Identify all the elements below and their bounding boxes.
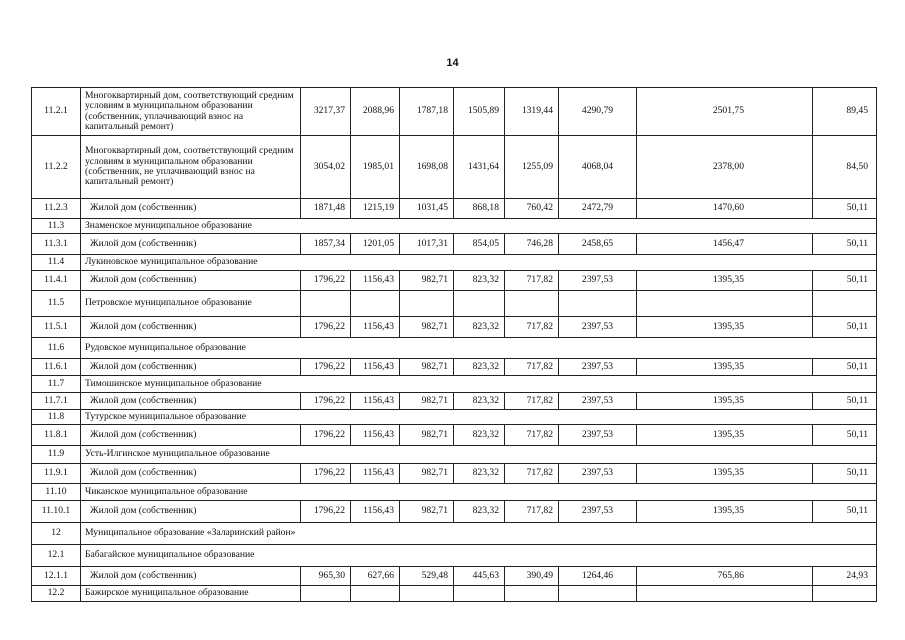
row-code: 11.8 xyxy=(32,410,81,425)
value-cell: 982,71 xyxy=(400,501,454,523)
value-cell: 2397,53 xyxy=(559,393,637,410)
value-cell: 3054,02 xyxy=(301,136,351,199)
empty-cell xyxy=(351,291,400,317)
section-row xyxy=(32,484,877,501)
row-code: 11.2.3 xyxy=(32,199,81,219)
value-cell: 982,71 xyxy=(400,464,454,484)
row-name: Жилой дом (собственник) xyxy=(81,464,301,484)
empty-cell xyxy=(559,586,637,602)
value-cell: 84,50 xyxy=(813,136,877,199)
value-cell: 982,71 xyxy=(400,359,454,376)
section-name: Знаменское муниципальное образование xyxy=(81,219,301,234)
section-name: Бажирское муниципальное образование xyxy=(81,586,301,602)
section-filler xyxy=(301,376,877,393)
table-row xyxy=(32,393,877,410)
value-cell: 50,11 xyxy=(813,359,877,376)
section-row xyxy=(32,376,877,393)
empty-cell xyxy=(454,586,505,602)
value-cell: 1857,34 xyxy=(301,234,351,255)
table-row xyxy=(32,567,877,586)
row-code: 11.2.1 xyxy=(32,88,81,136)
section-filler xyxy=(301,484,877,501)
value-cell: 50,11 xyxy=(813,425,877,446)
section-row xyxy=(32,338,877,359)
value-cell: 2397,53 xyxy=(559,425,637,446)
value-cell: 2458,65 xyxy=(559,234,637,255)
value-cell: 1796,22 xyxy=(301,425,351,446)
value-cell: 717,82 xyxy=(505,501,559,523)
value-cell: 50,11 xyxy=(813,271,877,291)
value-cell: 717,82 xyxy=(505,359,559,376)
value-cell: 529,48 xyxy=(400,567,454,586)
value-cell: 760,42 xyxy=(505,199,559,219)
value-cell: 1456,47 xyxy=(637,234,813,255)
empty-cell xyxy=(637,291,813,317)
value-cell: 1395,35 xyxy=(637,501,813,523)
value-cell: 1156,43 xyxy=(351,425,400,446)
row-code: 11.9.1 xyxy=(32,464,81,484)
value-cell: 717,82 xyxy=(505,464,559,484)
value-cell: 823,32 xyxy=(454,271,505,291)
value-cell: 982,71 xyxy=(400,317,454,338)
value-cell: 2501,75 xyxy=(637,88,813,136)
empty-cell xyxy=(813,291,877,317)
value-cell: 1796,22 xyxy=(301,464,351,484)
value-cell: 4290,79 xyxy=(559,88,637,136)
value-cell: 1796,22 xyxy=(301,393,351,410)
table-row xyxy=(32,317,877,338)
section-row xyxy=(32,219,877,234)
value-cell: 2397,53 xyxy=(559,271,637,291)
value-cell: 1796,22 xyxy=(301,359,351,376)
value-cell: 1470,60 xyxy=(637,199,813,219)
section-filler xyxy=(301,545,877,567)
section-name: Лукиновское муниципальное образование xyxy=(81,255,301,271)
table-row xyxy=(32,199,877,219)
section-name: Рудовское муниципальное образование xyxy=(81,338,301,359)
table-row xyxy=(32,271,877,291)
value-cell: 1017,31 xyxy=(400,234,454,255)
row-code: 12 xyxy=(32,523,81,545)
value-cell: 50,11 xyxy=(813,234,877,255)
empty-cell xyxy=(400,291,454,317)
value-cell: 1156,43 xyxy=(351,359,400,376)
row-code: 12.2 xyxy=(32,586,81,602)
value-cell: 746,28 xyxy=(505,234,559,255)
row-code: 11.4.1 xyxy=(32,271,81,291)
empty-cell xyxy=(813,586,877,602)
value-cell: 1698,08 xyxy=(400,136,454,199)
table-row xyxy=(32,136,877,199)
row-code: 11.10.1 xyxy=(32,501,81,523)
value-cell: 1395,35 xyxy=(637,359,813,376)
value-cell: 1031,45 xyxy=(400,199,454,219)
section-name: Петровское муниципальное образование xyxy=(81,291,301,317)
row-name: Жилой дом (собственник) xyxy=(81,199,301,219)
value-cell: 1201,05 xyxy=(351,234,400,255)
table-row xyxy=(32,425,877,446)
value-cell: 717,82 xyxy=(505,393,559,410)
value-cell: 1431,64 xyxy=(454,136,505,199)
row-code: 11.8.1 xyxy=(32,425,81,446)
value-cell: 50,11 xyxy=(813,393,877,410)
value-cell: 1395,35 xyxy=(637,464,813,484)
row-code: 11.7 xyxy=(32,376,81,393)
row-name: Жилой дом (собственник) xyxy=(81,271,301,291)
empty-cell xyxy=(400,586,454,602)
value-cell: 854,05 xyxy=(454,234,505,255)
value-cell: 1796,22 xyxy=(301,271,351,291)
value-cell: 823,32 xyxy=(454,464,505,484)
section-row xyxy=(32,586,877,602)
empty-cell xyxy=(505,291,559,317)
value-cell: 4068,04 xyxy=(559,136,637,199)
value-cell: 965,30 xyxy=(301,567,351,586)
value-cell: 24,93 xyxy=(813,567,877,586)
value-cell: 50,11 xyxy=(813,464,877,484)
empty-cell xyxy=(559,291,637,317)
value-cell: 823,32 xyxy=(454,393,505,410)
row-code: 11.6.1 xyxy=(32,359,81,376)
value-cell: 1796,22 xyxy=(301,317,351,338)
row-code: 11.4 xyxy=(32,255,81,271)
page-number: 14 xyxy=(446,57,459,69)
value-cell: 1505,89 xyxy=(454,88,505,136)
value-cell: 1395,35 xyxy=(637,393,813,410)
value-cell: 1156,43 xyxy=(351,317,400,338)
value-cell: 982,71 xyxy=(400,271,454,291)
row-name: Жилой дом (собственник) xyxy=(81,425,301,446)
section-row xyxy=(32,545,877,567)
value-cell: 1156,43 xyxy=(351,271,400,291)
value-cell: 1796,22 xyxy=(301,501,351,523)
value-cell: 823,32 xyxy=(454,425,505,446)
value-cell: 1156,43 xyxy=(351,501,400,523)
section-name: Тутурское муниципальное образование xyxy=(81,410,301,425)
empty-cell xyxy=(351,586,400,602)
table-row xyxy=(32,464,877,484)
empty-cell xyxy=(637,586,813,602)
value-cell: 2397,53 xyxy=(559,464,637,484)
value-cell: 50,11 xyxy=(813,501,877,523)
value-cell: 50,11 xyxy=(813,317,877,338)
value-cell: 2397,53 xyxy=(559,317,637,338)
section-filler xyxy=(301,219,877,234)
row-name: Многоквартирный дом, соответствующий средним условиям в муниципальном образовании (собственник, уплачивающий взнос на капитальный ремонт) xyxy=(81,88,301,136)
section-filler xyxy=(301,255,877,271)
section-row xyxy=(32,255,877,271)
row-code: 11.5 xyxy=(32,291,81,317)
row-name: Жилой дом (собственник) xyxy=(81,317,301,338)
value-cell: 1395,35 xyxy=(637,425,813,446)
row-code: 11.6 xyxy=(32,338,81,359)
value-cell: 2397,53 xyxy=(559,359,637,376)
value-cell: 1787,18 xyxy=(400,88,454,136)
section-name: Чиканское муниципальное образование xyxy=(81,484,301,501)
value-cell: 823,32 xyxy=(454,501,505,523)
section-name: Тимошинское муниципальное образование xyxy=(81,376,301,393)
value-cell: 823,32 xyxy=(454,317,505,338)
row-name: Жилой дом (собственник) xyxy=(81,567,301,586)
table-row xyxy=(32,359,877,376)
section-row xyxy=(32,523,877,545)
section-name: Усть-Илгинское муниципальное образование xyxy=(81,446,301,464)
value-cell: 1871,48 xyxy=(301,199,351,219)
tariff-table xyxy=(31,87,877,602)
empty-cell xyxy=(301,586,351,602)
row-code: 12.1 xyxy=(32,545,81,567)
row-code: 11.7.1 xyxy=(32,393,81,410)
value-cell: 982,71 xyxy=(400,393,454,410)
table-row xyxy=(32,501,877,523)
value-cell: 50,11 xyxy=(813,199,877,219)
empty-cell xyxy=(505,586,559,602)
value-cell: 982,71 xyxy=(400,425,454,446)
value-cell: 3217,37 xyxy=(301,88,351,136)
value-cell: 717,82 xyxy=(505,317,559,338)
value-cell: 1264,46 xyxy=(559,567,637,586)
value-cell: 1985,01 xyxy=(351,136,400,199)
section-row xyxy=(32,410,877,425)
value-cell: 1156,43 xyxy=(351,464,400,484)
value-cell: 2397,53 xyxy=(559,501,637,523)
row-name: Жилой дом (собственник) xyxy=(81,501,301,523)
value-cell: 1395,35 xyxy=(637,271,813,291)
row-code: 11.5.1 xyxy=(32,317,81,338)
value-cell: 89,45 xyxy=(813,88,877,136)
section-name: Бабагайское муниципальное образование xyxy=(81,545,301,567)
row-code: 11.2.2 xyxy=(32,136,81,199)
value-cell: 445,63 xyxy=(454,567,505,586)
empty-cell xyxy=(301,291,351,317)
row-code: 11.3.1 xyxy=(32,234,81,255)
value-cell: 627,66 xyxy=(351,567,400,586)
section-filler xyxy=(301,523,877,545)
row-code: 12.1.1 xyxy=(32,567,81,586)
row-name: Жилой дом (собственник) xyxy=(81,234,301,255)
section-row xyxy=(32,291,877,317)
row-code: 11.9 xyxy=(32,446,81,464)
section-filler xyxy=(301,446,877,464)
value-cell: 2378,00 xyxy=(637,136,813,199)
row-name: Жилой дом (собственник) xyxy=(81,359,301,376)
value-cell: 717,82 xyxy=(505,271,559,291)
row-name: Жилой дом (собственник) xyxy=(81,393,301,410)
table-row xyxy=(32,234,877,255)
value-cell: 390,49 xyxy=(505,567,559,586)
value-cell: 2472,79 xyxy=(559,199,637,219)
value-cell: 765,86 xyxy=(637,567,813,586)
value-cell: 1255,09 xyxy=(505,136,559,199)
value-cell: 1215,19 xyxy=(351,199,400,219)
section-filler xyxy=(301,410,877,425)
value-cell: 1156,43 xyxy=(351,393,400,410)
value-cell: 1395,35 xyxy=(637,317,813,338)
table-row xyxy=(32,88,877,136)
section-row xyxy=(32,446,877,464)
value-cell: 868,18 xyxy=(454,199,505,219)
empty-cell xyxy=(454,291,505,317)
value-cell: 1319,44 xyxy=(505,88,559,136)
row-code: 11.10 xyxy=(32,484,81,501)
section-name: Муниципальное образование «Заларинский район» xyxy=(81,523,301,545)
row-name: Многоквартирный дом, соответствующий средним условиям в муниципальном образовании (собственник, не уплачивающий взнос на капитальный ремонт) xyxy=(81,136,301,199)
value-cell: 823,32 xyxy=(454,359,505,376)
row-code: 11.3 xyxy=(32,219,81,234)
section-filler xyxy=(301,338,877,359)
value-cell: 717,82 xyxy=(505,425,559,446)
value-cell: 2088,96 xyxy=(351,88,400,136)
